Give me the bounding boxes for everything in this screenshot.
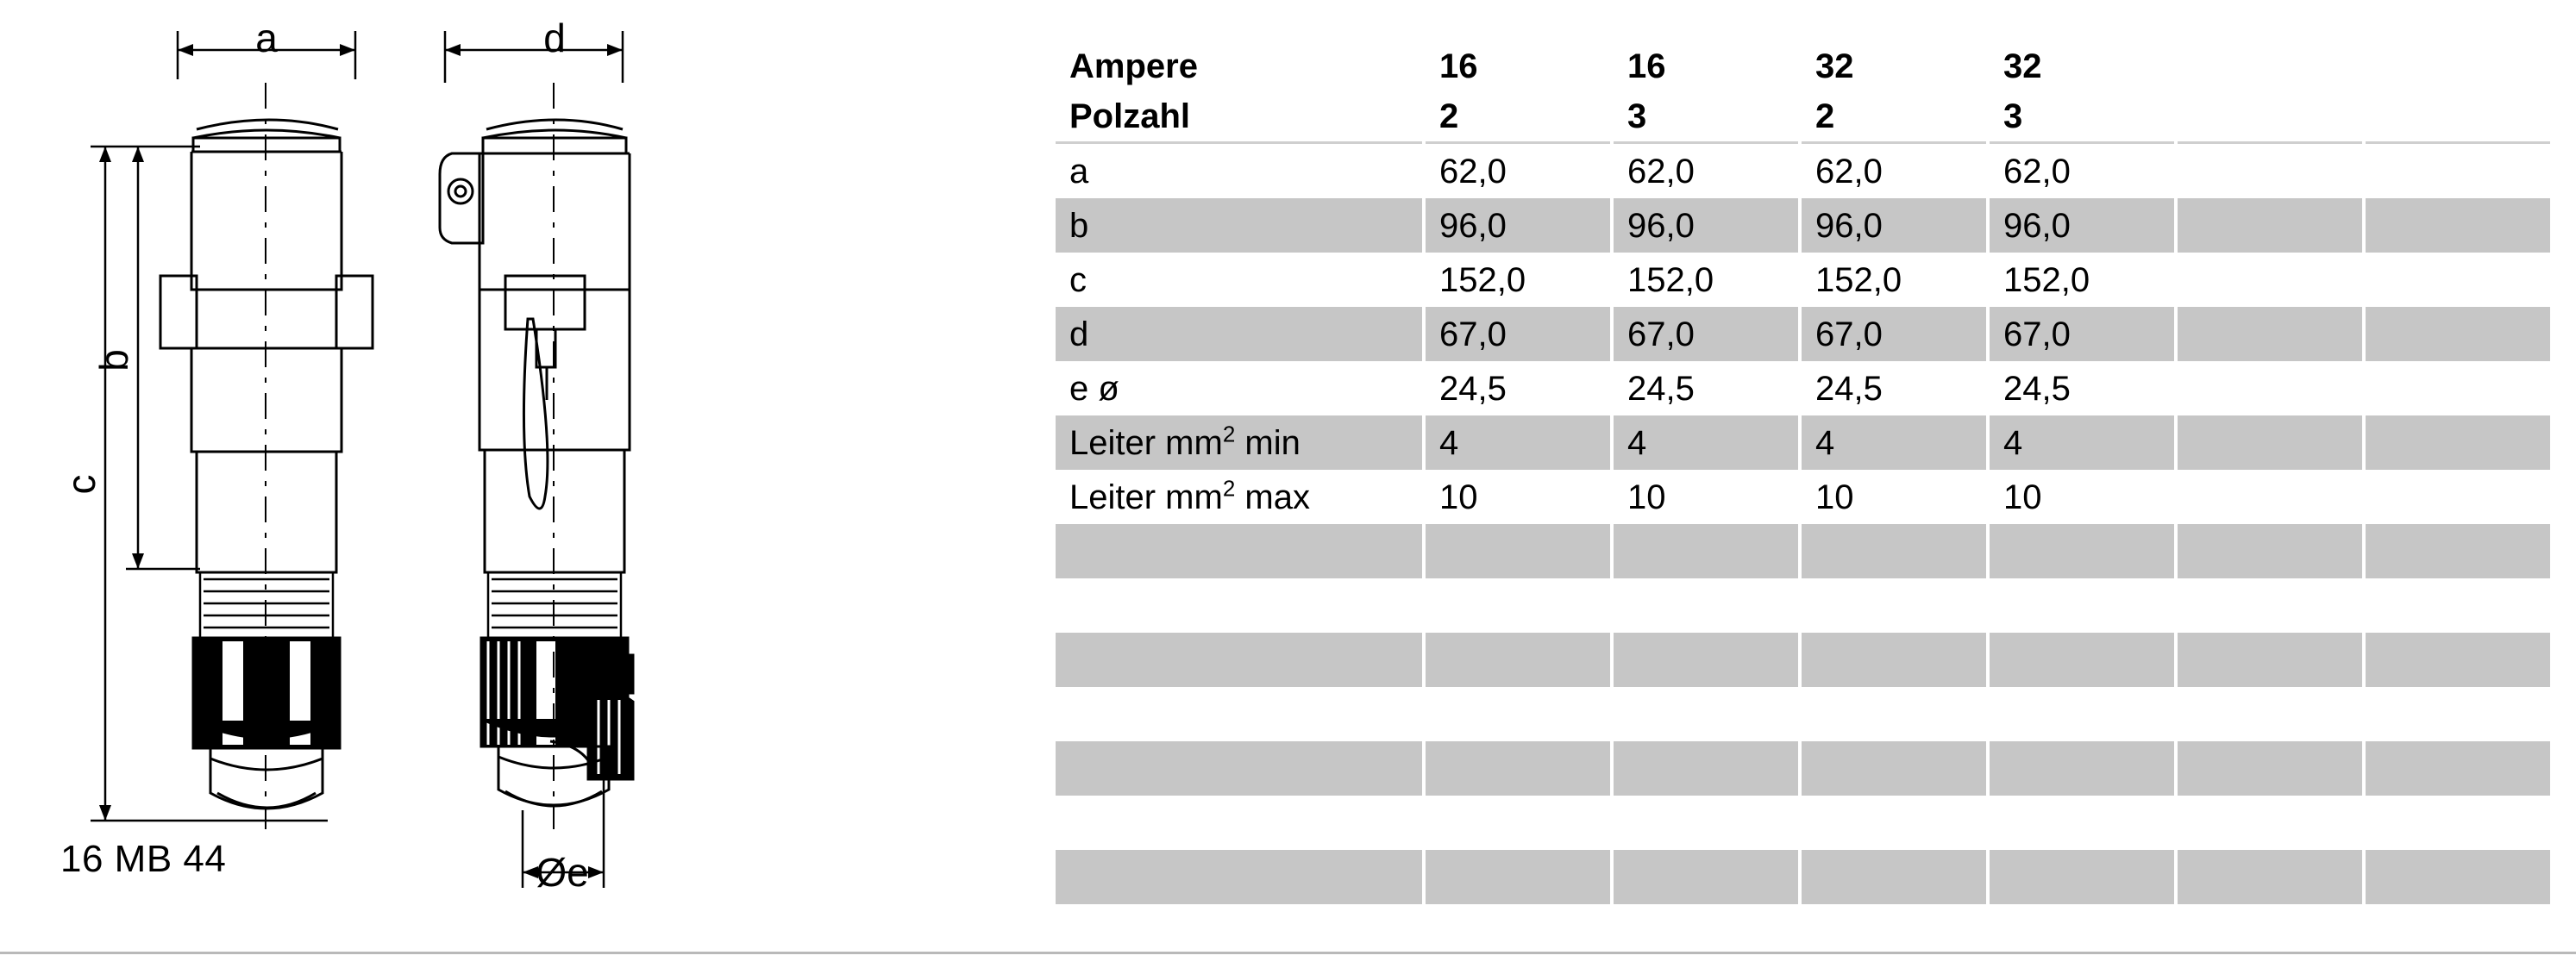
- row-a-col5: [2176, 143, 2364, 199]
- empty-cell: [1056, 524, 1424, 578]
- row-a-col3: 62,0: [1800, 143, 1988, 199]
- row-c-col4: 152,0: [1988, 253, 2176, 307]
- label-dimension-e: Øe: [536, 850, 589, 895]
- empty-cell: [1424, 524, 1612, 578]
- empty-cell: [1424, 796, 1612, 850]
- table-row: [1056, 253, 2552, 307]
- row-d-col1: 67,0: [1424, 307, 1612, 361]
- header-polzahl-col2: 3: [1612, 91, 1800, 143]
- page-bottom-rule: [0, 952, 2576, 954]
- empty-cell: [1800, 796, 1988, 850]
- row-b-col4: 96,0: [1988, 198, 2176, 253]
- row-c-col5: [2176, 253, 2364, 307]
- part-code-label: 16 MB 44: [60, 838, 227, 880]
- empty-cell: [1056, 687, 1424, 741]
- header-ampere-col3: 32: [1800, 41, 1988, 91]
- row-c-col1: 152,0: [1424, 253, 1612, 307]
- empty-cell: [1800, 687, 1988, 741]
- row-leiter-max-col6: [2364, 470, 2552, 524]
- row-leiter-min-col4: 4: [1988, 415, 2176, 470]
- row-e-col1: 24,5: [1424, 361, 1612, 415]
- specification-table-wrap: [1056, 41, 2552, 904]
- row-leiter-min-col2: 4: [1612, 415, 1800, 470]
- empty-cell: [1424, 633, 1612, 687]
- row-leiter-min-col3: 4: [1800, 415, 1988, 470]
- row-leiter-max-col1: 10: [1424, 470, 1612, 524]
- row-label-leiter-max: [1056, 470, 1424, 524]
- row-e-col6: [2364, 361, 2552, 415]
- connector-drawing: [0, 0, 1052, 968]
- row-e-col5: [2176, 361, 2364, 415]
- empty-cell: [1424, 850, 1612, 904]
- row-label-e: e ø: [1056, 361, 1424, 415]
- leiter-min-pre: Leiter mm: [1069, 423, 1223, 462]
- table-row: [1056, 198, 2552, 253]
- row-label-c: c: [1056, 253, 1424, 307]
- empty-cell: [2176, 524, 2364, 578]
- leiter-max-unit-sup: 2: [1222, 475, 1236, 502]
- header-ampere-col6: [2364, 41, 2552, 91]
- row-leiter-min-col1: 4: [1424, 415, 1612, 470]
- table-header-polzahl: [1056, 91, 2552, 143]
- empty-cell: [1056, 796, 1424, 850]
- empty-cell: [1988, 850, 2176, 904]
- header-label-ampere: Ampere: [1056, 41, 1424, 91]
- empty-cell: [1056, 578, 1424, 633]
- empty-cell: [1800, 850, 1988, 904]
- row-leiter-max-col5: [2176, 470, 2364, 524]
- header-ampere-col1: 16: [1424, 41, 1612, 91]
- row-label-leiter-min: [1056, 415, 1424, 470]
- row-leiter-max-col4: 10: [1988, 470, 2176, 524]
- table-row-empty: [1056, 578, 2552, 633]
- dimension-d: [445, 31, 623, 83]
- row-e-col3: 24,5: [1800, 361, 1988, 415]
- table-row-empty: [1056, 796, 2552, 850]
- empty-cell: [1800, 633, 1988, 687]
- row-leiter-max-col3: 10: [1800, 470, 1988, 524]
- header-polzahl-col6: [2364, 91, 2552, 143]
- leiter-min-unit-sup: 2: [1222, 421, 1236, 447]
- empty-cell: [1988, 687, 2176, 741]
- row-a-col6: [2364, 143, 2552, 199]
- table-row-empty: [1056, 633, 2552, 687]
- row-c-col3: 152,0: [1800, 253, 1988, 307]
- row-leiter-min-col6: [2364, 415, 2552, 470]
- empty-cell: [1612, 796, 1800, 850]
- row-label-b: b: [1056, 198, 1424, 253]
- empty-cell: [1612, 524, 1800, 578]
- empty-cell: [1988, 741, 2176, 796]
- header-polzahl-col3: 2: [1800, 91, 1988, 143]
- dimension-b: [126, 147, 200, 569]
- table-row-empty: [1056, 850, 2552, 904]
- row-c-col6: [2364, 253, 2552, 307]
- row-d-col6: [2364, 307, 2552, 361]
- row-d-col3: 67,0: [1800, 307, 1988, 361]
- empty-cell: [1988, 524, 2176, 578]
- empty-cell: [2176, 850, 2364, 904]
- leiter-min-post: min: [1235, 423, 1301, 462]
- table-row-empty: [1056, 687, 2552, 741]
- empty-cell: [1056, 633, 1424, 687]
- header-ampere-col2: 16: [1612, 41, 1800, 91]
- header-polzahl-col5: [2176, 91, 2364, 143]
- header-polzahl-col4: 3: [1988, 91, 2176, 143]
- empty-cell: [1056, 850, 1424, 904]
- row-leiter-min-col5: [2176, 415, 2364, 470]
- empty-cell: [1056, 741, 1424, 796]
- empty-cell: [2364, 741, 2552, 796]
- empty-cell: [1612, 741, 1800, 796]
- empty-cell: [1800, 578, 1988, 633]
- empty-cell: [2364, 578, 2552, 633]
- empty-cell: [2176, 741, 2364, 796]
- empty-cell: [2176, 578, 2364, 633]
- empty-cell: [2176, 687, 2364, 741]
- empty-cell: [1800, 741, 1988, 796]
- table-row: [1056, 143, 2552, 199]
- empty-cell: [1612, 687, 1800, 741]
- empty-cell: [1988, 578, 2176, 633]
- row-b-col1: 96,0: [1424, 198, 1612, 253]
- row-label-d: d: [1056, 307, 1424, 361]
- row-e-col2: 24,5: [1612, 361, 1800, 415]
- row-d-col2: 67,0: [1612, 307, 1800, 361]
- empty-cell: [1612, 633, 1800, 687]
- row-b-col6: [2364, 198, 2552, 253]
- empty-cell: [2364, 850, 2552, 904]
- table-header-ampere: [1056, 41, 2552, 91]
- specification-table: [1056, 41, 2554, 904]
- row-d-col4: 67,0: [1988, 307, 2176, 361]
- row-b-col3: 96,0: [1800, 198, 1988, 253]
- empty-cell: [2364, 524, 2552, 578]
- header-label-polzahl: Polzahl: [1056, 91, 1424, 143]
- label-dimension-b: b: [91, 349, 136, 372]
- header-ampere-col4: 32: [1988, 41, 2176, 91]
- empty-cell: [1988, 796, 2176, 850]
- leiter-max-pre: Leiter mm: [1069, 478, 1223, 516]
- technical-drawing-area: [0, 0, 1052, 968]
- table-row-empty: [1056, 524, 2552, 578]
- label-dimension-d: d: [543, 16, 566, 60]
- table-row: [1056, 415, 2552, 470]
- row-a-col1: 62,0: [1424, 143, 1612, 199]
- header-polzahl-col1: 2: [1424, 91, 1612, 143]
- leiter-max-post: max: [1235, 478, 1310, 516]
- empty-cell: [1424, 687, 1612, 741]
- row-b-col2: 96,0: [1612, 198, 1800, 253]
- row-e-col4: 24,5: [1988, 361, 2176, 415]
- empty-cell: [1800, 524, 1988, 578]
- row-c-col2: 152,0: [1612, 253, 1800, 307]
- table-row-empty: [1056, 741, 2552, 796]
- empty-cell: [1988, 633, 2176, 687]
- empty-cell: [1612, 578, 1800, 633]
- empty-cell: [2364, 687, 2552, 741]
- header-ampere-col5: [2176, 41, 2364, 91]
- row-a-col2: 62,0: [1612, 143, 1800, 199]
- empty-cell: [1424, 741, 1612, 796]
- empty-cell: [2176, 633, 2364, 687]
- row-b-col5: [2176, 198, 2364, 253]
- empty-cell: [2176, 796, 2364, 850]
- table-row: [1056, 307, 2552, 361]
- empty-cell: [2364, 633, 2552, 687]
- row-leiter-max-col2: 10: [1612, 470, 1800, 524]
- label-dimension-a: a: [255, 16, 278, 60]
- row-d-col5: [2176, 307, 2364, 361]
- table-row: [1056, 470, 2552, 524]
- row-label-a: a: [1056, 143, 1424, 199]
- label-dimension-c: c: [59, 474, 103, 495]
- empty-cell: [1612, 850, 1800, 904]
- empty-cell: [1424, 578, 1612, 633]
- empty-cell: [2364, 796, 2552, 850]
- row-a-col4: 62,0: [1988, 143, 2176, 199]
- table-row: [1056, 361, 2552, 415]
